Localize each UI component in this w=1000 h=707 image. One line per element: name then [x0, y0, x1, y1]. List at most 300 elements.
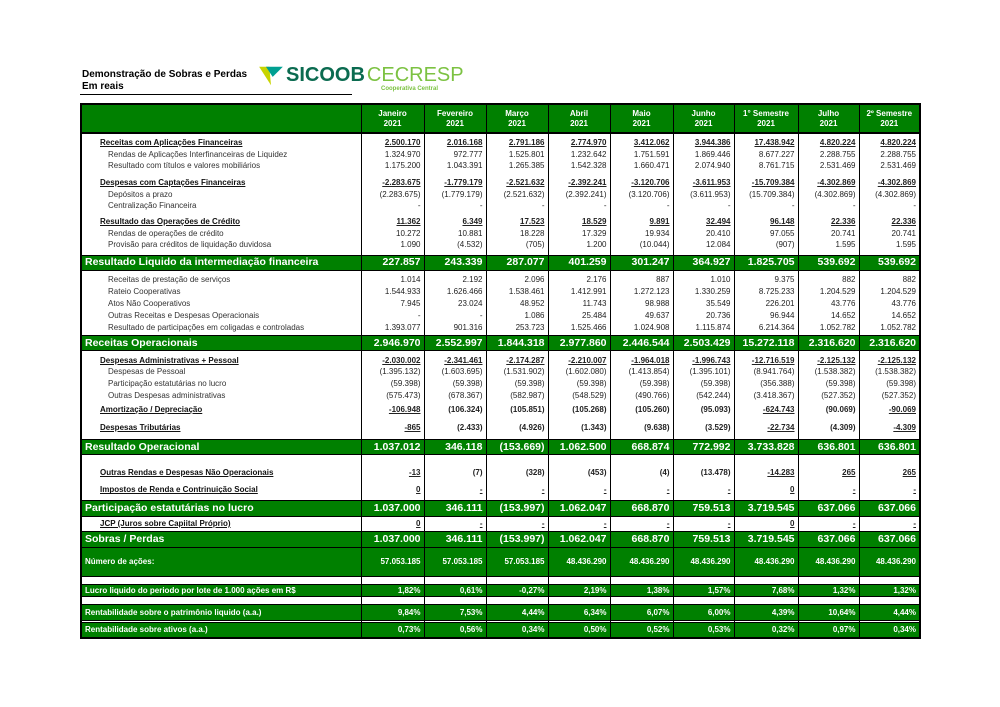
cell-value: 6.214.364	[758, 322, 795, 332]
cell-value: (105.851)	[510, 404, 545, 414]
cell-value: 1.052.782	[819, 322, 856, 332]
value-cell	[548, 160, 610, 171]
value-cell	[361, 239, 424, 250]
value-cell	[673, 548, 734, 577]
value-cell	[859, 481, 920, 501]
spacer-cell	[673, 455, 734, 465]
cell-value: (1.602.080)	[565, 367, 607, 376]
line-item-row	[81, 149, 920, 160]
cell-value: 0,52%	[646, 624, 670, 634]
cell-value: (4.302.869)	[814, 189, 856, 199]
value-cell	[798, 310, 859, 322]
cell-value: 1.525.801	[508, 149, 545, 159]
value-cell	[610, 322, 673, 334]
total-row	[81, 501, 920, 517]
value-cell	[548, 585, 610, 597]
value-cell	[424, 137, 486, 149]
cell-value: 11.362	[396, 217, 421, 226]
value-cell	[548, 189, 610, 200]
cell-value: (356.388)	[760, 378, 795, 388]
row-label: Rentabilidade sobre o patrimônio liquido (a.a.)	[81, 605, 361, 621]
cell-value: 1,38%	[646, 585, 670, 595]
cell-value: 6,34%	[583, 607, 607, 617]
cell-value: (582.987)	[510, 390, 545, 400]
value-cell	[486, 367, 548, 378]
value-cell	[734, 216, 798, 228]
cell-value: (328)	[525, 467, 545, 477]
value-cell	[859, 336, 920, 351]
value-cell	[610, 274, 673, 286]
cell-value: 759.513	[692, 533, 731, 546]
value-cell	[361, 402, 424, 418]
cell-value: (1.603.695)	[441, 367, 483, 376]
cell-value: -	[417, 200, 421, 210]
cell-value: 1.393.077	[384, 322, 421, 332]
value-cell	[424, 239, 486, 250]
value-cell	[424, 177, 486, 189]
total-row	[81, 605, 920, 621]
value-cell	[610, 532, 673, 548]
value-cell	[548, 440, 610, 455]
value-cell	[610, 189, 673, 200]
value-cell	[424, 228, 486, 239]
column-header	[673, 104, 734, 133]
row-label: Centralização Financeira	[108, 200, 197, 210]
cell-value: -	[479, 485, 483, 495]
value-cell	[798, 623, 859, 638]
logo-brand: SICOOB	[286, 64, 365, 86]
value-cell	[486, 501, 548, 517]
row-label: Resultado Liquido da intermediação financeira	[81, 255, 361, 270]
value-cell	[361, 286, 424, 298]
cell-value: (453)	[587, 467, 607, 477]
value-cell	[361, 501, 424, 517]
value-cell	[486, 623, 548, 638]
row-label: Receitas de prestação de serviços	[108, 275, 231, 284]
spacer-cell	[361, 577, 424, 585]
value-cell	[798, 367, 859, 378]
cell-value: 1.204.529	[819, 286, 856, 296]
cell-value: 7,68%	[771, 585, 795, 595]
line-item-row	[81, 367, 920, 378]
cell-value: 2.977.860	[559, 336, 607, 349]
value-cell	[734, 298, 798, 310]
cell-value: 1.204.529	[880, 286, 916, 296]
value-cell	[859, 189, 920, 200]
spacer-cell	[610, 455, 673, 465]
cell-value: (10.044)	[639, 239, 670, 249]
column-header	[548, 104, 610, 133]
value-cell	[734, 286, 798, 298]
value-cell	[548, 501, 610, 517]
cell-value: -22.734	[767, 422, 795, 432]
value-cell	[610, 255, 673, 270]
line-item-row	[81, 298, 920, 310]
sicoob-cecresp-logo	[258, 64, 464, 95]
value-cell	[548, 137, 610, 149]
value-cell	[486, 298, 548, 310]
spacer-cell	[424, 577, 486, 585]
value-cell	[361, 200, 424, 211]
cell-value: (2.521.632)	[503, 189, 545, 199]
cell-value: 637.066	[878, 533, 916, 546]
cell-value: 1.014	[400, 275, 421, 284]
logo-tagline: Cooperativa Central	[380, 86, 438, 92]
row-label: JCP (Juros sobre Capiital Próprio)	[100, 519, 231, 528]
value-cell	[486, 390, 548, 402]
value-cell	[548, 390, 610, 402]
cell-value: 668.870	[631, 502, 670, 515]
cell-value: 364.927	[692, 256, 731, 269]
cell-value: (1.395.101)	[689, 367, 731, 376]
value-cell	[486, 137, 548, 149]
cell-value: (106.324)	[448, 404, 483, 414]
line-item-row	[81, 378, 920, 390]
cell-value: 2.946.970	[373, 336, 421, 349]
value-cell	[361, 216, 424, 228]
cell-value: 3.733.828	[747, 440, 795, 453]
cell-value: -0,27%	[519, 585, 545, 595]
cell-value: -	[479, 519, 483, 528]
value-cell	[734, 367, 798, 378]
cell-value: -4.309	[893, 422, 916, 432]
column-header	[798, 104, 859, 133]
value-cell	[548, 286, 610, 298]
cell-value: (1.395.132)	[379, 367, 421, 376]
row-label: Despesas de Pessoal	[108, 367, 186, 376]
value-cell	[798, 585, 859, 597]
cell-value: 2.074.940	[694, 160, 731, 170]
value-cell	[798, 378, 859, 390]
value-cell	[424, 189, 486, 200]
cell-value: -	[479, 310, 483, 320]
value-cell	[673, 390, 734, 402]
value-cell	[548, 149, 610, 160]
cell-value: 882	[842, 275, 856, 284]
cell-value: 0	[416, 485, 421, 495]
cell-value: 2.500.170	[384, 138, 421, 147]
income-statement-table	[80, 103, 921, 639]
cell-value: 9,84%	[397, 607, 421, 617]
cell-value: 18.529	[582, 217, 607, 226]
cell-value: (59.398)	[700, 378, 731, 388]
cell-value: (3.529)	[705, 422, 731, 432]
cell-value: 4,44%	[521, 607, 545, 617]
value-cell	[673, 378, 734, 390]
value-cell	[734, 149, 798, 160]
value-cell	[798, 149, 859, 160]
cell-value: 1.751.591	[633, 149, 670, 159]
cell-value: (15.709.384)	[749, 189, 795, 199]
cell-value: 2.552.997	[435, 336, 483, 349]
cell-value: 265	[842, 467, 856, 477]
cell-value: 6,00%	[707, 607, 731, 617]
cell-value: 346.118	[445, 440, 483, 453]
value-cell	[734, 517, 798, 532]
cell-value: -	[791, 200, 795, 210]
value-cell	[798, 548, 859, 577]
column-year: 2021	[694, 118, 713, 128]
cell-value: -2.521.632	[506, 178, 545, 187]
cell-value: -	[603, 200, 607, 210]
value-cell	[673, 623, 734, 638]
value-cell	[486, 355, 548, 367]
value-cell	[859, 177, 920, 189]
total-row	[81, 532, 920, 548]
cell-value: 0,34%	[521, 624, 545, 634]
value-cell	[424, 298, 486, 310]
value-cell	[361, 310, 424, 322]
cell-value: 8.761.715	[758, 160, 795, 170]
cell-value: -	[852, 485, 856, 495]
column-period: Março	[505, 108, 529, 118]
value-cell	[673, 298, 734, 310]
value-cell	[798, 160, 859, 171]
value-cell	[859, 378, 920, 390]
cell-value: -	[603, 485, 607, 495]
cell-value: -12.716.519	[751, 355, 795, 365]
cell-value: 637.066	[817, 502, 856, 515]
value-cell	[424, 322, 486, 334]
value-cell	[859, 585, 920, 597]
value-cell	[798, 390, 859, 402]
row-label: Resultado Operacional	[81, 440, 361, 455]
value-cell	[424, 286, 486, 298]
row-label: Sobras / Perdas	[81, 532, 361, 548]
total-row	[81, 548, 920, 577]
blank-row	[81, 577, 920, 585]
cell-value: 57.053.185	[504, 557, 545, 566]
value-cell	[610, 286, 673, 298]
value-cell	[424, 501, 486, 517]
cell-value: (13.478)	[700, 467, 731, 477]
value-cell	[798, 402, 859, 418]
value-cell	[673, 149, 734, 160]
cell-value: 17.438.942	[754, 138, 795, 147]
cell-value: 0,97%	[832, 624, 856, 634]
cell-value: 48.436.290	[690, 557, 731, 566]
cell-value: (3.418.367)	[753, 390, 795, 400]
cell-value: 1.844.318	[497, 336, 545, 349]
value-cell	[734, 255, 798, 270]
value-cell	[548, 310, 610, 322]
cell-value: -624.743	[762, 404, 795, 414]
cell-value: 49.637	[645, 310, 670, 320]
spacer-cell	[798, 577, 859, 585]
value-cell	[734, 548, 798, 577]
value-cell	[673, 355, 734, 367]
cell-value: -	[913, 485, 916, 495]
cell-value: 7.945	[400, 298, 421, 308]
cell-value: (59.398)	[825, 378, 856, 388]
column-year: 2021	[508, 118, 526, 128]
cell-value: -	[727, 200, 731, 210]
value-cell	[610, 605, 673, 621]
value-cell	[859, 501, 920, 517]
value-cell	[859, 310, 920, 322]
cell-value: 287.077	[506, 256, 545, 269]
value-cell	[798, 440, 859, 455]
cell-value: 636.801	[878, 440, 916, 453]
section-row	[81, 137, 920, 149]
value-cell	[548, 298, 610, 310]
value-cell	[798, 298, 859, 310]
cell-value: 2.446.544	[622, 336, 670, 349]
cell-value: (105.260)	[635, 404, 670, 414]
value-cell	[673, 216, 734, 228]
value-cell	[610, 367, 673, 378]
row-label: Amortização / Depreciação	[100, 404, 203, 414]
cell-value: 7,53%	[459, 607, 483, 617]
cell-value: -	[541, 519, 545, 528]
cell-value: (59.398)	[452, 378, 483, 388]
row-label: Outras Despesas administrativas	[108, 390, 226, 400]
cell-value: (527.352)	[821, 390, 856, 400]
value-cell	[610, 418, 673, 438]
cell-value: -3.611.953	[692, 178, 731, 187]
cell-value: 1,57%	[707, 585, 731, 595]
section-row	[81, 402, 920, 418]
row-label: Número de ações:	[81, 548, 361, 577]
cell-value: 96.944	[770, 310, 795, 320]
cell-value: 2.531.469	[880, 160, 916, 170]
cell-value: 20.410	[706, 228, 731, 238]
value-cell	[673, 255, 734, 270]
cell-value: -	[913, 200, 916, 210]
spacer-cell	[424, 455, 486, 465]
value-cell	[673, 367, 734, 378]
value-cell	[798, 274, 859, 286]
cell-value: 1.595	[835, 239, 856, 249]
cell-value: 14.652	[891, 310, 916, 320]
cell-value: (9.638)	[644, 422, 670, 432]
value-cell	[486, 378, 548, 390]
cell-value: -2.210.007	[568, 355, 607, 365]
value-cell	[424, 216, 486, 228]
cell-value: -2.125.132	[877, 355, 916, 365]
cell-value: 227.857	[382, 256, 421, 269]
row-label: Resultado com títulos e valores mobiliários	[108, 160, 261, 170]
cell-value: 901.316	[453, 322, 483, 332]
report-title: Demonstração de Sobras e Perdas	[82, 69, 248, 80]
value-cell	[610, 137, 673, 149]
value-cell	[424, 160, 486, 171]
cell-value: 1.232.642	[570, 149, 607, 159]
value-cell	[798, 465, 859, 481]
spacer-cell	[548, 597, 610, 605]
value-cell	[486, 322, 548, 334]
value-cell	[486, 216, 548, 228]
value-cell	[734, 501, 798, 517]
cell-value: 10.881	[458, 228, 483, 238]
value-cell	[798, 532, 859, 548]
cell-value: 1.542.328	[570, 160, 607, 170]
value-cell	[424, 481, 486, 501]
column-period: 1° Semestre	[743, 108, 789, 118]
column-header	[361, 104, 424, 133]
row-label: Receitas Operacionais	[81, 336, 361, 351]
cell-value: 48.436.290	[566, 557, 607, 566]
cell-value: -14.283	[767, 467, 795, 477]
value-cell	[486, 585, 548, 597]
cell-value: 2.316.620	[869, 336, 916, 349]
cell-value: -	[479, 200, 483, 210]
cell-value: (490.766)	[635, 390, 670, 400]
value-cell	[361, 298, 424, 310]
row-label: Despesas Tributárias	[100, 422, 181, 432]
value-cell	[798, 200, 859, 211]
column-header	[486, 104, 548, 133]
value-cell	[361, 532, 424, 548]
value-cell	[798, 137, 859, 149]
value-cell	[486, 255, 548, 270]
cell-value: 15.272.118	[742, 336, 795, 349]
cell-value: 2.176	[586, 275, 607, 284]
cell-value: (1.779.179)	[441, 189, 483, 199]
cell-value: 20.741	[831, 228, 856, 238]
value-cell	[361, 336, 424, 351]
value-cell	[486, 200, 548, 211]
value-cell	[361, 378, 424, 390]
cell-value: 1.090	[400, 239, 421, 249]
column-year: 2021	[880, 118, 899, 128]
value-cell	[548, 367, 610, 378]
value-cell	[610, 440, 673, 455]
cell-value: (1.531.902)	[503, 367, 545, 376]
spacer-cell	[859, 577, 920, 585]
value-cell	[424, 548, 486, 577]
cell-value: (153.997)	[499, 502, 545, 515]
value-cell	[361, 177, 424, 189]
row-label: Depósitos a prazo	[108, 189, 173, 199]
value-cell	[424, 310, 486, 322]
column-period: Janeiro	[378, 108, 407, 118]
value-cell	[486, 605, 548, 621]
value-cell	[424, 465, 486, 481]
cell-value: 1.037.000	[373, 502, 421, 515]
cell-value: 1.869.446	[694, 149, 731, 159]
cell-value: 17.329	[582, 228, 607, 238]
cell-value: 1.265.385	[508, 160, 545, 170]
value-cell	[673, 532, 734, 548]
row-label: Rentabilidade sobre ativos (a.a.)	[81, 623, 361, 638]
cell-value: 4,44%	[893, 607, 916, 617]
value-cell	[734, 440, 798, 455]
cell-value: 882	[902, 275, 916, 284]
cell-value: 48.952	[520, 298, 545, 308]
value-cell	[486, 189, 548, 200]
value-cell	[673, 402, 734, 418]
value-cell	[859, 149, 920, 160]
section-row	[81, 355, 920, 367]
cell-value: -	[541, 485, 545, 495]
cell-value: 0,53%	[707, 624, 731, 634]
cell-value: 2,19%	[583, 585, 607, 595]
value-cell	[548, 274, 610, 286]
cell-value: 6,07%	[646, 607, 670, 617]
cell-value: 1.200	[586, 239, 607, 249]
value-cell	[673, 465, 734, 481]
cell-value: -1.964.018	[631, 355, 670, 365]
value-cell	[424, 390, 486, 402]
cell-value: -4.302.869	[877, 178, 916, 187]
value-cell	[424, 355, 486, 367]
value-cell	[859, 605, 920, 621]
row-label: Provisão para créditos de liquidação duvidosa	[108, 239, 272, 249]
value-cell	[859, 255, 920, 270]
value-cell	[798, 418, 859, 438]
value-cell	[673, 200, 734, 211]
